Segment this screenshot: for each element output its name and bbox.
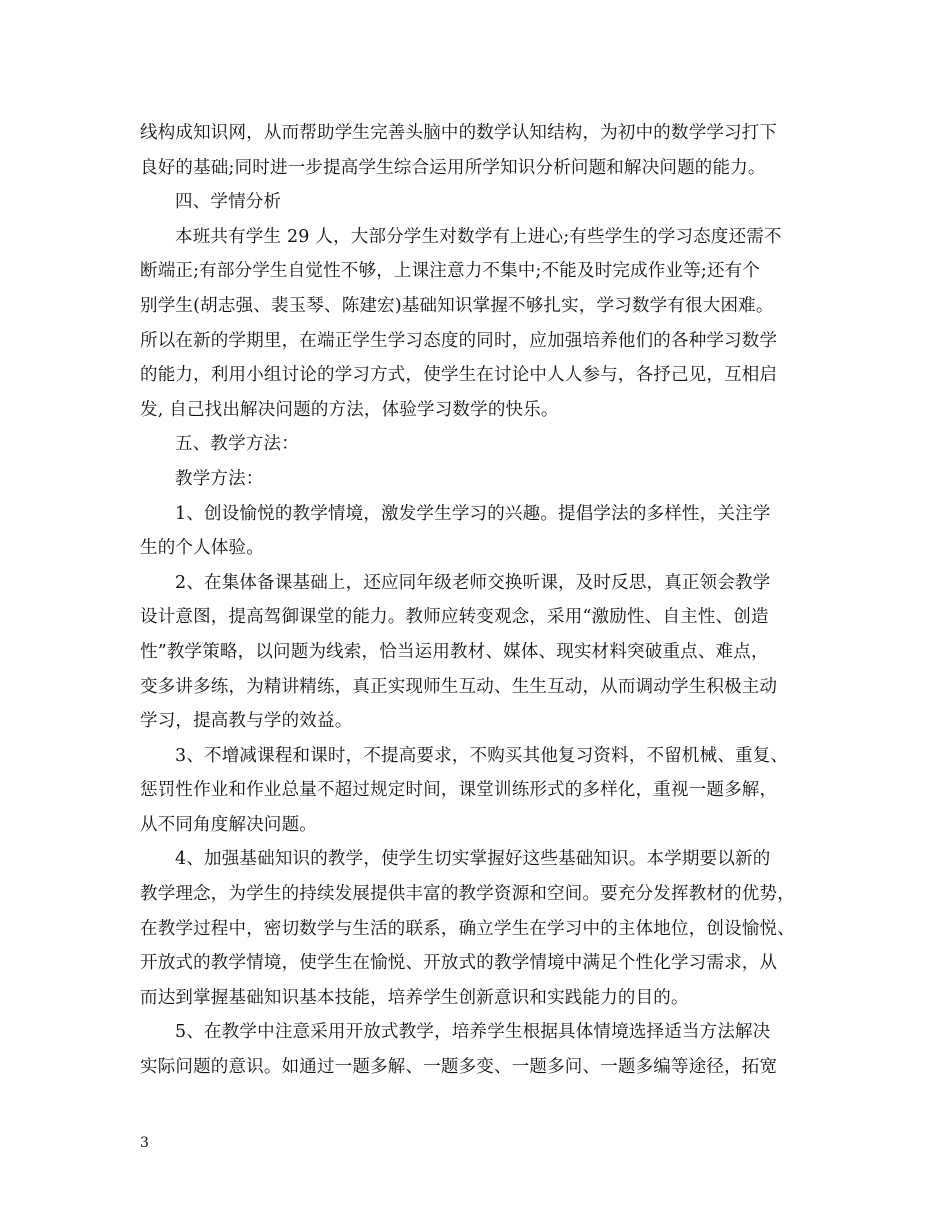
text-line: 断端正;有部分学生自觉性不够，上课注意力不集中;不能及时完成作业等;还有个 xyxy=(140,261,761,282)
text-line: 惩罚性作业和作业总量不超过规定时间，课堂训练形式的多样化，重视一题多解， xyxy=(140,780,778,801)
text-line: 设计意图，提高驾御课堂的能力。教师应转变观念，采用“激励性、自主性、创造 xyxy=(140,607,769,628)
text-line: 别学生(胡志强、裴玉琴、陈建宏)基础知识掌握不够扎实，学习数学有很大困难。 xyxy=(140,295,774,316)
text-line: 性”教学策略，以问题为线索，恰当运用教材、媒体、现实材料突破重点、难点， xyxy=(140,641,769,662)
text-line: 而达到掌握基础知识基本技能，培养学生创新意识和实践能力的目的。 xyxy=(140,987,689,1008)
text-line: 变多讲多练，为精讲精练，真正实现师生互动、生生互动，从而调动学生积极主动 xyxy=(140,676,778,697)
text-line: 3、不增减课程和课时，不提高要求，不购买其他复习资料，不留机械、重复、 xyxy=(175,745,789,766)
text-line: 教学理念，为学生的持续发展提供丰富的教学资源和空间。要充分发挥教材的优势， xyxy=(140,884,795,905)
section-heading: 四、学情分析 xyxy=(175,192,282,213)
text-line: 在教学过程中，密切数学与生活的联系，确立学生在学习中的主体地位，创设愉悦、 xyxy=(140,918,795,939)
text-line: 从不同角度解决问题。 xyxy=(140,814,317,835)
text-line: 1、创设愉悦的教学情境，激发学生学习的兴趣。提倡学法的多样性，关注学 xyxy=(175,503,771,524)
page-number: 3 xyxy=(140,1135,149,1151)
text-line: 实际问题的意识。如通过一题多解、一题多变、一题多问、一题多编等途径，拓宽 xyxy=(140,1057,778,1078)
text-line: 线构成知识网，从而帮助学生完善头脑中的数学认知结构，为初中的数学学习打下 xyxy=(140,123,778,143)
text-line: 开放式的教学情境，使学生在愉悦、开放式的教学情境中满足个性化学习需求，从 xyxy=(140,953,778,974)
text-line: 良好的基础;同时进一步提高学生综合运用所学知识分析问题和解决问题的能力。 xyxy=(140,157,766,178)
section-heading: 五、教学方法： xyxy=(175,434,299,455)
text-line: 所以在新的学期里，在端正学生学习态度的同时，应加强培养他们的各种学习数学 xyxy=(140,330,778,351)
text-line: 本班共有学生 29 人，大部分学生对数学有上进心;有些学生的学习态度还需不 xyxy=(175,226,782,247)
text-line: 的能力，利用小组讨论的学习方式，使学生在讨论中人人参与，各抒己见，互相启 xyxy=(140,365,778,386)
text-line: 学习，提高教与学的效益。 xyxy=(140,711,353,732)
text-line: 2、在集体备课基础上，还应同年级老师交换听课，及时反思，真正领会教学 xyxy=(175,572,771,593)
text-line: 生的个人体验。 xyxy=(140,538,264,559)
text-line: 发, 自己找出解决问题的方法，体验学习数学的快乐。 xyxy=(140,399,559,420)
text-line: 4、加强基础知识的教学，使学生切实掌握好这些基础知识。本学期要以新的 xyxy=(175,849,771,870)
text-line: 5、在教学中注意采用开放式教学，培养学生根据具体情境选择适当方法解决 xyxy=(175,1022,771,1043)
document-body xyxy=(140,116,820,1085)
subheading: 教学方法： xyxy=(175,468,264,489)
